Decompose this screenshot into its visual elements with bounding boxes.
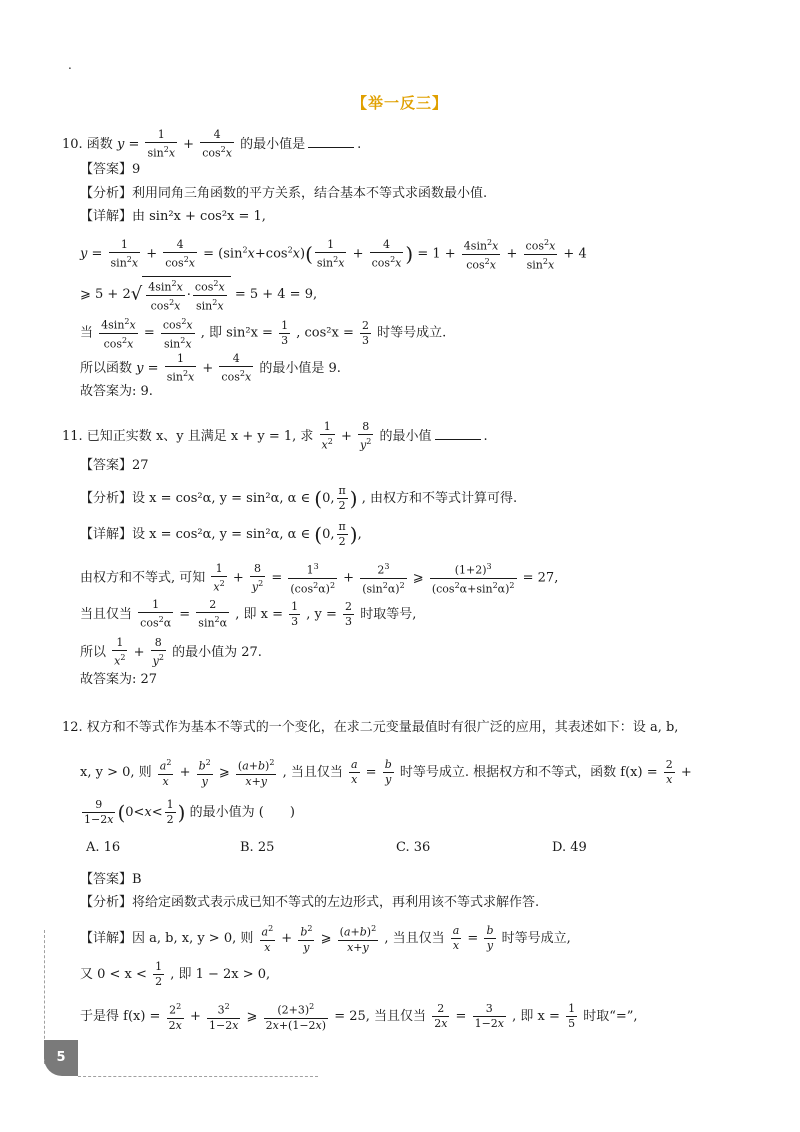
section-title: 【举一反三】: [351, 94, 448, 112]
q12-stem-1: 12. 权方和不等式作为基本不等式的一个变化，在求二元变量最值时有很广泛的应用，其表述如下：设 a, b,: [62, 720, 679, 735]
option-b: B. 25: [240, 840, 275, 855]
q11-stem: 11. 已知正实数 x、y 且满足 x + y = 1, 求 $\frac{1}{x^2}$ + $\frac{8}{y^2}$ 的最小值 .: [62, 420, 488, 452]
q11-detail-1: 【详解】设 x = cos²α, y = sin²α, α ∈ (0, $\frac{\pi}{2}$ ),: [80, 520, 362, 548]
answer-blank: [308, 137, 354, 148]
answer-blank: [435, 429, 481, 440]
q11-analysis: 【分析】设 x = cos²α, y = sin²α, α ∈ (0, $\frac{\pi}{2}$ ) , 由权方和不等式计算可得.: [80, 484, 518, 512]
q11-detail-4: 所以 $\frac{1}{x^2}$ + $\frac{8}{y^2}$ 的最小值为 27.: [80, 636, 262, 668]
q11-answer: 【答案】27: [80, 458, 149, 473]
q12-detail-2: 又 0 < x < $\frac{1}{2}$ , 即 1 − 2x > 0,: [80, 960, 271, 988]
page-number-tab: 5: [44, 1040, 78, 1076]
q10-detail-1: 【详解】由 sin²x + cos²x = 1,: [80, 209, 266, 224]
q11-detail-2: 由权方和不等式, 可知 $\frac{1}{x^2}$ + $\frac{8}{y^2}$ = $\frac{1^3}{(\cos^2\alpha)^2}$ + $\frac{2^3}{(\sin^2\alpha)^2}$ ⩾ $\frac{(1+2)^3}{(\cos^2\alpha+\sin^2\alpha)^2}$ = 27,: [80, 561, 559, 596]
q10-detail-2: y = $\frac{1}{\sin^2x}$ + $\frac{4}{\cos^2x}$ = $(\sin^2x+\cos^2x)$( $\frac{1}{\sin^2x}$ + $\frac{4}{\cos^2x}$ ) = 1 + $\frac{4\sin^2x}{\cos^2x}$ + $\frac{\cos^2x}{\sin^2x}$ + 4: [80, 237, 587, 272]
header-mark: .: [68, 58, 72, 72]
q11-final: 故答案为: 27: [80, 672, 158, 687]
q10-detail-3: ⩾ 5 + 2√ $\frac{4\sin^2x}{\cos^2x}$ · $\frac{\cos^2x}{\sin^2x}$ = 5 + 4 = 9,: [80, 276, 317, 313]
q12-stem-3: $\frac{9}{1-2x}$ (0<x< $\frac{1}{2}$ ) 的最小值为 ( ): [84, 798, 295, 826]
page-border-dashed-bottom: [78, 1076, 318, 1077]
q10-detail-5: 所以函数 y = $\frac{1}{\sin^2x}$ + $\frac{4}{\cos^2x}$ 的最小值是 9.: [80, 352, 341, 384]
option-a: A. 16: [86, 840, 121, 855]
q10-detail-4: 当 $\frac{4\sin^2x}{\cos^2x}$ = $\frac{\cos^2x}{\sin^2x}$ , 即 sin²x = $\frac{1}{3}$ , cos²x = $\frac{2}{3}$ 时等号成立.: [80, 317, 447, 351]
q12-answer: 【答案】B: [80, 872, 142, 887]
q12-analysis: 【分析】将给定函数式表示成已知不等式的左边形式，再利用该不等式求解作答.: [80, 895, 540, 910]
q11-detail-3: 当且仅当 $\frac{1}{\cos^2\alpha}$ = $\frac{2}{\sin^2\alpha}$ , 即 x = $\frac{1}{3}$ , y = $\frac{2}{3}$ 时取等号,: [80, 598, 417, 630]
q10-stem: 10. 函数 y = $\frac{1}{\sin^2x}$ + $\frac{4}{\cos^2x}$ 的最小值是 .: [62, 128, 362, 160]
option-c: C. 36: [396, 840, 431, 855]
q10-analysis: 【分析】利用同角三角函数的平方关系，结合基本不等式求函数最小值.: [80, 186, 488, 201]
option-d: D. 49: [552, 840, 587, 855]
q10-answer: 【答案】9: [80, 162, 141, 177]
q10-final: 故答案为: 9.: [80, 384, 153, 399]
q12-stem-2: x, y > 0, 则 $\frac{a^2}{x}$ + $\frac{b^2}{y}$ ⩾ $\frac{(a+b)^2}{x+y}$ , 当且仅当 $\frac{a}{x}$ = $\frac{b}{y}$ 时等号成立. 根据权方和不等式，函数 f(x) = $\frac{2}{x}$ +: [80, 757, 692, 788]
q12-detail-3: 于是得 f(x) = $\frac{2^2}{2x}$ + $\frac{3^2}{1-2x}$ ⩾ $\frac{(2+3)^2}{2x+(1-2x)}$ = 25, 当且仅当 $\frac{2}{2x}$ = $\frac{3}{1-2x}$ , 即 x = $\frac{1}{5}$ 时取“=”,: [80, 1001, 638, 1032]
q12-detail-1: 【详解】因 a, b, x, y > 0, 则 $\frac{a^2}{x}$ + $\frac{b^2}{y}$ ⩾ $\frac{(a+b)^2}{x+y}$ , 当且仅当 $\frac{a}{x}$ = $\frac{b}{y}$ 时等号成立,: [80, 923, 571, 954]
